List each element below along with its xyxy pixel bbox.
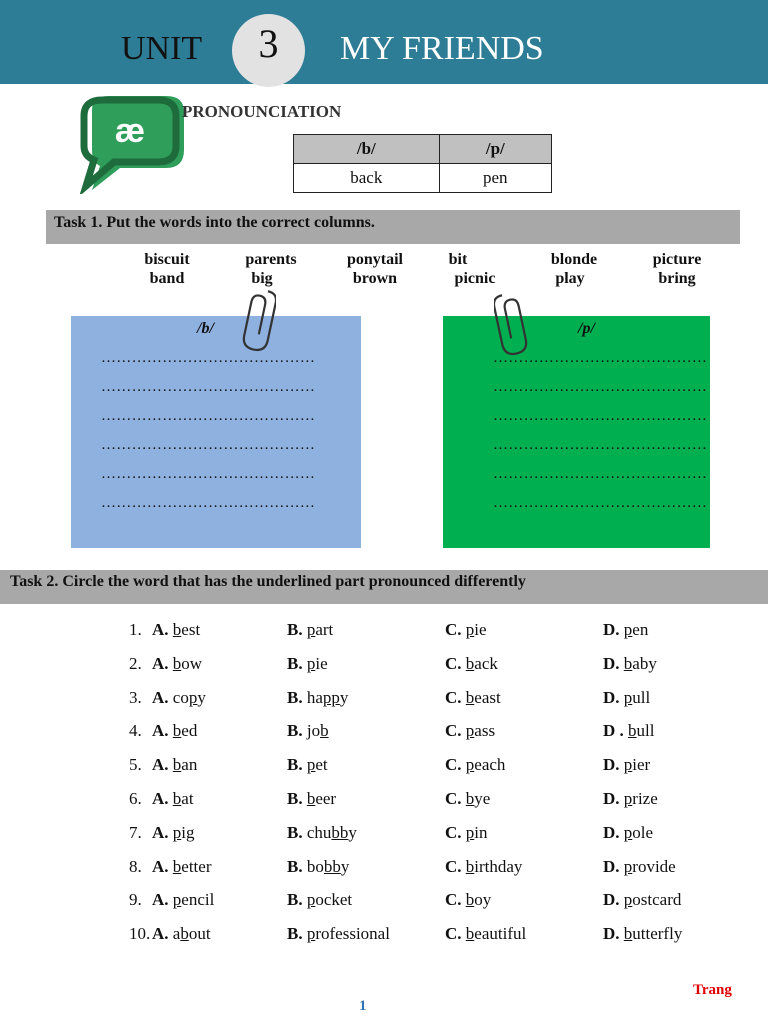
blank-line[interactable]: ……………………………………: [101, 495, 316, 511]
option-text-post: art: [315, 620, 334, 639]
answer-option[interactable]: [445, 789, 490, 809]
word-item: play: [555, 270, 585, 287]
answer-option[interactable]: [445, 823, 488, 843]
option-text-post: ull: [632, 688, 651, 707]
answer-option[interactable]: [287, 823, 357, 843]
option-text-post: each: [474, 755, 506, 774]
option-underlined-part: p: [623, 688, 633, 707]
question-number: 2.: [129, 654, 142, 673]
answer-option[interactable]: [152, 654, 202, 674]
answer-option[interactable]: [603, 654, 657, 674]
answer-option[interactable]: [603, 924, 682, 944]
option-letter: A.: [152, 755, 169, 774]
option-text-post: utterfly: [632, 924, 683, 943]
word-item: band: [149, 270, 185, 287]
option-underlined-part: b: [623, 654, 633, 673]
option-underlined-part: p: [465, 823, 475, 842]
option-text-post: ow: [181, 654, 203, 673]
answer-option[interactable]: [603, 857, 676, 877]
word-item: picnic: [454, 270, 496, 287]
answer-option[interactable]: [287, 924, 390, 944]
option-text-post: encil: [181, 890, 215, 909]
option-letter: D.: [603, 688, 620, 707]
option-letter: A.: [152, 789, 169, 808]
answer-option[interactable]: [152, 890, 214, 910]
question-number: 5.: [129, 755, 142, 774]
word-item: big: [251, 270, 273, 287]
unit-title: MY FRIENDS: [340, 30, 544, 67]
option-text-post: at: [181, 789, 194, 808]
blank-line[interactable]: ……………………………………: [101, 466, 316, 482]
option-underlined-part: bb: [331, 823, 349, 842]
answer-option[interactable]: [287, 620, 333, 640]
answer-option[interactable]: [445, 654, 498, 674]
question-number: 10.: [129, 924, 151, 943]
option-text-post: out: [188, 924, 211, 943]
option-underlined-part: p: [306, 924, 316, 943]
unit-number-badge: [232, 14, 305, 87]
option-text-post: et: [315, 755, 328, 774]
option-underlined-part: p: [623, 620, 633, 639]
blank-line[interactable]: ……………………………………: [493, 379, 708, 395]
word-item: picture: [652, 251, 702, 268]
word-item: brown: [352, 270, 398, 287]
blank-line[interactable]: ……………………………………: [493, 408, 708, 424]
option-underlined-part: b: [180, 924, 189, 943]
option-letter: C.: [445, 721, 462, 740]
option-underlined-part: p: [306, 890, 316, 909]
answer-option[interactable]: [287, 789, 336, 809]
option-text-post: ostcard: [632, 890, 682, 909]
answer-option[interactable]: [445, 721, 495, 741]
blank-line[interactable]: ……………………………………: [493, 437, 708, 453]
answer-option[interactable]: [445, 857, 522, 877]
option-letter: C.: [445, 620, 462, 639]
option-letter: B.: [287, 857, 303, 876]
option-text-pre: chu: [306, 823, 332, 842]
option-underlined-part: p: [172, 890, 182, 909]
option-text-post: an: [181, 755, 198, 774]
option-text-post: est: [181, 620, 201, 639]
note-p-label: /p/: [578, 320, 595, 337]
option-text-post: y: [340, 857, 350, 876]
option-underlined-part: p: [306, 755, 316, 774]
option-underlined-part: p: [306, 620, 316, 639]
word-item: biscuit: [144, 251, 190, 268]
option-letter: A.: [152, 620, 169, 639]
option-underlined-part: p: [465, 755, 475, 774]
option-underlined-part: b: [465, 924, 475, 943]
option-underlined-part: b: [465, 688, 475, 707]
option-underlined-part: b: [306, 789, 316, 808]
option-underlined-part: bb: [323, 857, 341, 876]
pronunciation-table: [293, 134, 552, 193]
option-letter: D.: [603, 890, 620, 909]
word-item: blonde: [550, 251, 598, 268]
task2-title: Task 2. Circle the word that has the underlined part pronounced differently: [0, 570, 768, 604]
option-text-post: ye: [474, 789, 491, 808]
option-text-post: ed: [181, 721, 198, 740]
option-text-post: etter: [181, 857, 212, 876]
answer-option[interactable]: [445, 688, 501, 708]
word-item: ponytail: [346, 251, 403, 268]
option-letter: C.: [445, 755, 462, 774]
answer-option[interactable]: [152, 857, 211, 877]
option-letter: C.: [445, 789, 462, 808]
option-underlined-part: p: [623, 857, 633, 876]
option-letter: B.: [287, 654, 303, 673]
option-underlined-part: pp: [322, 688, 340, 707]
answer-option[interactable]: [287, 857, 349, 877]
answer-option[interactable]: [445, 755, 505, 775]
option-text-post: eer: [315, 789, 337, 808]
option-underlined-part: b: [628, 721, 637, 740]
option-underlined-part: b: [465, 789, 475, 808]
answer-option[interactable]: [287, 688, 348, 708]
question-number: 8.: [129, 857, 142, 876]
option-underlined-part: b: [465, 857, 475, 876]
answer-option[interactable]: [603, 823, 653, 843]
option-text-post: ack: [474, 654, 498, 673]
answer-option[interactable]: [603, 620, 648, 640]
option-text-post: ull: [636, 721, 655, 740]
option-letter: D.: [603, 857, 620, 876]
option-text-post: ass: [474, 721, 496, 740]
option-letter: C.: [445, 688, 462, 707]
option-letter: C.: [445, 890, 462, 909]
option-text-post: rovide: [632, 857, 676, 876]
answer-option[interactable]: [287, 890, 352, 910]
unit-label: UNIT: [121, 30, 203, 67]
option-letter: D.: [603, 789, 620, 808]
option-letter: D.: [603, 755, 620, 774]
option-underlined-part: b: [172, 620, 182, 639]
option-text-post: eautiful: [474, 924, 527, 943]
answer-option[interactable]: [445, 924, 526, 944]
option-letter: A.: [152, 823, 169, 842]
option-underlined-part: b: [172, 721, 182, 740]
answer-option[interactable]: [603, 755, 650, 775]
option-text-post: in: [474, 823, 488, 842]
option-text-post: ig: [181, 823, 195, 842]
option-text-post: ie: [315, 654, 328, 673]
blank-line[interactable]: ……………………………………: [101, 437, 316, 453]
paper-clip-icon: [494, 288, 528, 358]
option-underlined-part: p: [465, 721, 475, 740]
blank-line[interactable]: ……………………………………: [493, 495, 708, 511]
option-underlined-part: p: [623, 789, 633, 808]
option-text-post: irthday: [474, 857, 523, 876]
note-p-column: [443, 316, 710, 548]
option-text-post: ole: [632, 823, 654, 842]
option-text-post: ie: [474, 620, 487, 639]
task1-title: Task 1. Put the words into the correct columns.: [46, 210, 740, 244]
answer-option[interactable]: [152, 620, 200, 640]
option-letter: B.: [287, 721, 303, 740]
answer-option[interactable]: [152, 789, 194, 809]
pron-col-p: /p/: [439, 135, 551, 164]
option-text-post: oy: [474, 890, 492, 909]
option-underlined-part: p: [188, 688, 198, 707]
option-letter: B.: [287, 789, 303, 808]
pron-example-b: back: [294, 164, 440, 193]
option-underlined-part: b: [465, 654, 475, 673]
answer-option[interactable]: [287, 721, 329, 741]
option-text-post: ocket: [315, 890, 353, 909]
option-text-pre: jo: [306, 721, 321, 740]
option-underlined-part: p: [465, 620, 475, 639]
paper-clip-icon: [242, 284, 276, 354]
answer-option[interactable]: [445, 620, 487, 640]
option-text-pre: co: [172, 688, 189, 707]
unit-number: 3: [258, 21, 279, 66]
option-letter: D.: [603, 654, 620, 673]
answer-option[interactable]: [287, 654, 328, 674]
option-text-post: rize: [632, 789, 658, 808]
note-b-column: [71, 316, 361, 548]
option-underlined-part: p: [172, 823, 182, 842]
footer-trang: Trang: [693, 982, 732, 998]
option-letter: B.: [287, 890, 303, 909]
option-letter: B.: [287, 823, 303, 842]
blank-line[interactable]: ……………………………………: [101, 379, 316, 395]
option-letter: A.: [152, 924, 169, 943]
blank-line[interactable]: ……………………………………: [493, 350, 708, 366]
question-number: 3.: [129, 688, 142, 707]
option-underlined-part: b: [623, 924, 633, 943]
option-underlined-part: b: [320, 721, 329, 740]
answer-option[interactable]: [152, 755, 197, 775]
option-letter: B.: [287, 755, 303, 774]
option-letter: B.: [287, 620, 303, 639]
blank-line[interactable]: ……………………………………: [101, 350, 316, 366]
option-letter: D.: [603, 620, 620, 639]
option-text-pre: ha: [306, 688, 323, 707]
answer-option[interactable]: [152, 823, 195, 843]
option-underlined-part: b: [465, 890, 475, 909]
answer-option[interactable]: [152, 688, 206, 708]
question-number: 1.: [129, 620, 142, 639]
option-letter: D.: [603, 823, 620, 842]
answer-option[interactable]: [603, 721, 654, 741]
question-number: 6.: [129, 789, 142, 808]
option-text-post: y: [339, 688, 349, 707]
option-letter: C.: [445, 823, 462, 842]
option-text-post: ier: [632, 755, 651, 774]
option-text-post: y: [197, 688, 206, 707]
question-number: 9.: [129, 890, 142, 909]
blank-line[interactable]: ……………………………………: [101, 408, 316, 424]
pron-col-b: /b/: [294, 135, 440, 164]
option-text-post: rofessional: [315, 924, 390, 943]
answer-option[interactable]: [603, 688, 650, 708]
option-underlined-part: p: [623, 755, 633, 774]
question-number: 7.: [129, 823, 142, 842]
option-letter: A.: [152, 654, 169, 673]
option-letter: C.: [445, 857, 462, 876]
word-item: parents: [245, 251, 297, 268]
option-underlined-part: b: [172, 857, 182, 876]
option-text-pre: a: [172, 924, 181, 943]
option-underlined-part: p: [306, 654, 316, 673]
option-underlined-part: p: [623, 890, 633, 909]
option-letter: B.: [287, 688, 303, 707]
answer-option[interactable]: [445, 890, 491, 910]
option-letter: C.: [445, 654, 462, 673]
answer-option[interactable]: [287, 755, 328, 775]
option-letter: D.: [603, 924, 620, 943]
option-underlined-part: b: [172, 755, 182, 774]
word-item: bit: [448, 251, 468, 268]
option-text-post: y: [348, 823, 357, 842]
option-letter: A.: [152, 721, 169, 740]
speech-bubble-icon: [80, 90, 188, 194]
option-underlined-part: b: [172, 654, 182, 673]
logo-glyph: æ: [114, 112, 146, 150]
note-b-label: /b/: [197, 320, 214, 337]
answer-option[interactable]: [152, 924, 211, 944]
word-item: bring: [658, 270, 696, 287]
blank-line[interactable]: ……………………………………: [493, 466, 708, 482]
option-letter: B.: [287, 924, 303, 943]
option-text-post: east: [474, 688, 501, 707]
option-underlined-part: b: [172, 789, 182, 808]
option-text-post: en: [632, 620, 649, 639]
option-letter: C.: [445, 924, 462, 943]
option-letter: D .: [603, 721, 624, 740]
option-letter: A.: [152, 857, 169, 876]
option-letter: A.: [152, 890, 169, 909]
answer-option[interactable]: [603, 789, 658, 809]
option-letter: A.: [152, 688, 169, 707]
question-number: 4.: [129, 721, 142, 740]
option-text-post: aby: [632, 654, 657, 673]
pron-example-p: pen: [439, 164, 551, 193]
answer-option[interactable]: [152, 721, 197, 741]
pronunciation-heading: PRONOUNCIATION: [182, 102, 342, 121]
page-number: 1: [359, 998, 367, 1014]
answer-option[interactable]: [603, 890, 681, 910]
option-text-pre: bo: [306, 857, 324, 876]
option-underlined-part: p: [623, 823, 633, 842]
